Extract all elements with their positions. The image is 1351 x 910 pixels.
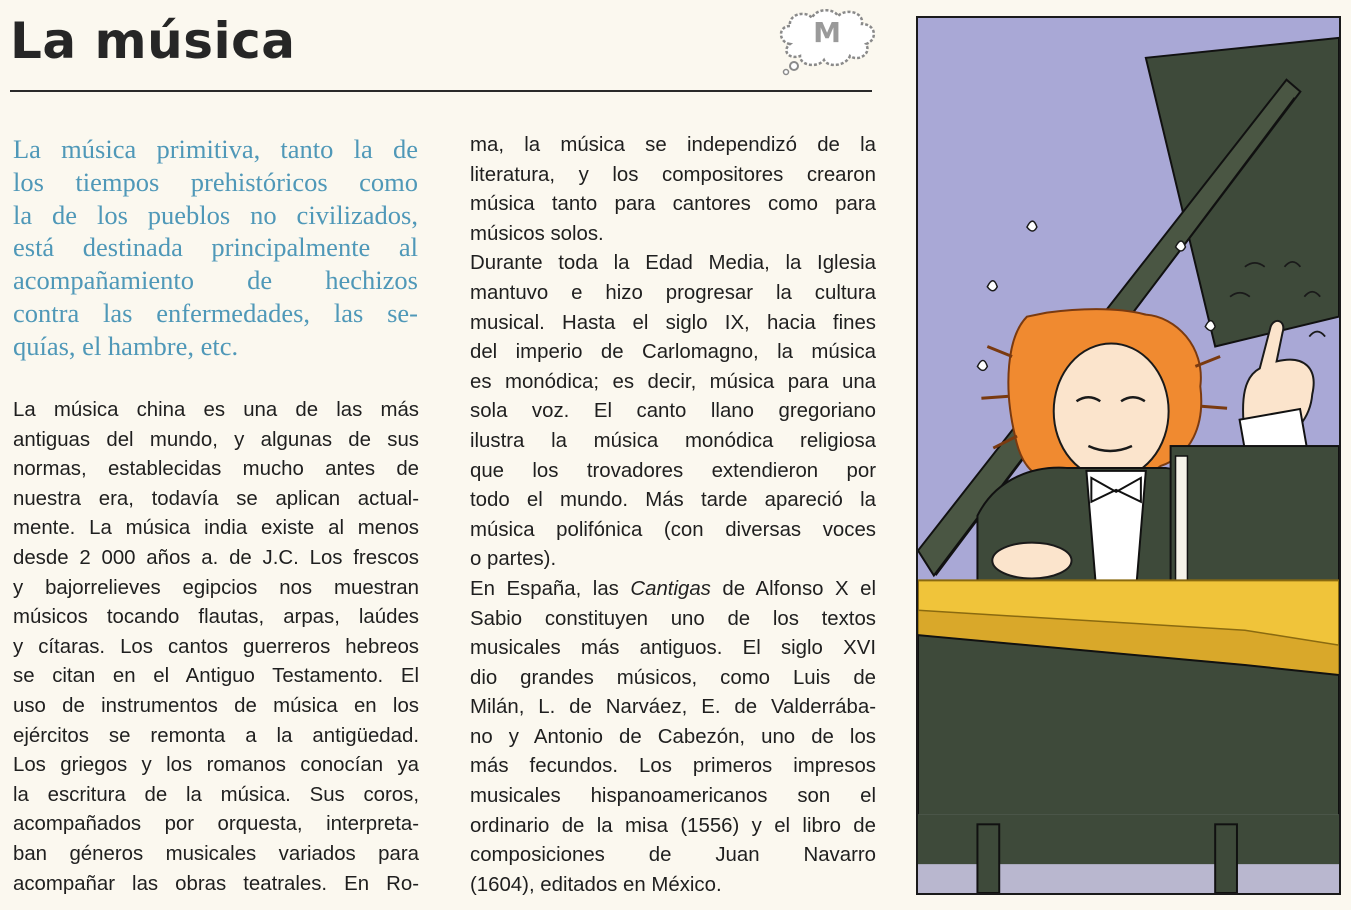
- body-column-1: [13, 396, 419, 899]
- text-line: composiciones de Juan Navarro: [470, 844, 876, 867]
- pianist-drawing: [918, 18, 1339, 893]
- text-line: no y Antonio de Cabezón, uno de los: [470, 725, 876, 748]
- text-line: músicos tocando flautas, arpas, laúdes: [13, 606, 419, 629]
- body-column-2: [470, 131, 876, 900]
- lead-line: la de los pueblos no civilizados,: [13, 199, 418, 230]
- text-line: y cítaras. Los cantos guerreros hebreos: [13, 635, 419, 658]
- sheet-music: [1176, 456, 1188, 580]
- lead-line: los tiempos prehistóricos como: [13, 166, 418, 197]
- text-line: que los trovadores extendieron por: [470, 459, 876, 482]
- text-line: ejércitos se remonta a la antigüedad.: [13, 724, 419, 747]
- text-line: musicales hispanoamericanos son el: [470, 785, 876, 808]
- text-line: mente. La música india existe al menos: [13, 517, 419, 540]
- text-line: del imperio de Carlomagno, la música: [470, 341, 876, 364]
- text-line: la escritura de la música. Sus coros,: [13, 783, 419, 806]
- pianist-illustration: [916, 16, 1341, 895]
- text-line: música polifónica (con diversas voces: [470, 518, 876, 541]
- pianist-face: [1054, 344, 1169, 479]
- lead-line: está destinada principalmente al: [13, 232, 418, 263]
- cantigas-before: En España, las: [470, 577, 631, 600]
- text-line: todo el mundo. Más tarde apareció la: [470, 489, 876, 512]
- lead-line: quías, el hambre, etc.: [13, 330, 239, 361]
- text-line: nuestra era, todavía se aplican actual-: [13, 487, 419, 510]
- text-line: ordinario de la misa (1556) y el libro de: [470, 814, 876, 837]
- text-line: desde 2 000 años a. de J.C. Los frescos: [13, 546, 419, 569]
- text-line: o partes).: [470, 548, 557, 571]
- piano-leg: [1215, 824, 1237, 893]
- text-line: antiguas del mundo, y algunas de sus: [13, 428, 419, 451]
- piano-leg: [977, 824, 999, 893]
- text-line: ilustra la música monódica religiosa: [470, 429, 876, 452]
- music-stand: [1171, 446, 1339, 585]
- text-line: La música china es una de las más: [13, 399, 419, 421]
- badge-letter: M: [813, 16, 841, 49]
- text-line: literatura, y los compositores crearon: [470, 163, 876, 186]
- text-line: Milán, L. de Narváez, E. de Valderrába-: [470, 696, 876, 719]
- text-line: acompañados por orquesta, interpreta-: [13, 813, 419, 836]
- text-line: música tanto para cantores como para: [470, 193, 876, 216]
- text-line: dio grandes músicos, como Luis de: [470, 666, 876, 689]
- text-line: Sabio constituyen uno de los textos: [470, 607, 876, 630]
- text-line-cantigas: [470, 575, 876, 605]
- text-line: musicales más antiguos. El siglo XVI: [470, 637, 876, 660]
- lead-line: contra las enfermedades, las se-: [13, 297, 418, 328]
- cantigas-after: de Alfonso X el: [710, 577, 876, 600]
- text-line: uso de instrumentos de música en los: [13, 694, 419, 717]
- section-badge: [772, 6, 882, 76]
- text-line: musical. Hasta el siglo IX, hacia fines: [470, 311, 876, 334]
- text-line: Los griegos y los romanos conocían ya: [13, 754, 419, 777]
- text-line: ban géneros musicales variados para: [13, 842, 419, 865]
- left-hand: [992, 543, 1071, 579]
- text-line: y bajorrelieves egipcios nos muestran: [13, 576, 419, 599]
- text-line: sola voz. El canto llano gregoriano: [470, 400, 876, 423]
- lead-paragraph: [13, 133, 418, 363]
- text-line: mantuvo e hizo progresar la cultura: [470, 281, 876, 304]
- text-line: ma, la música se independizó de la: [470, 134, 876, 156]
- text-line: es monódica; es decir, música para una: [470, 370, 876, 393]
- text-line: se citan en el Antiguo Testamento. El: [13, 665, 419, 688]
- lead-line: acompañamiento de hechizos: [13, 265, 418, 296]
- cantigas-title: Cantigas: [630, 577, 711, 600]
- text-line: músicos solos.: [470, 222, 604, 245]
- title-divider: [10, 90, 872, 92]
- text-line: Durante toda la Edad Media, la Iglesia: [470, 252, 876, 275]
- text-line: normas, establecidas mucho antes de: [13, 458, 419, 481]
- page-title: La música: [10, 12, 296, 70]
- text-line: más fecundos. Los primeros impresos: [470, 755, 876, 778]
- text-line: (1604), editados en México.: [470, 873, 722, 896]
- text-line: acompañar las obras teatrales. En Ro-: [13, 872, 419, 895]
- lead-line: La música primitiva, tanto la de: [13, 134, 418, 164]
